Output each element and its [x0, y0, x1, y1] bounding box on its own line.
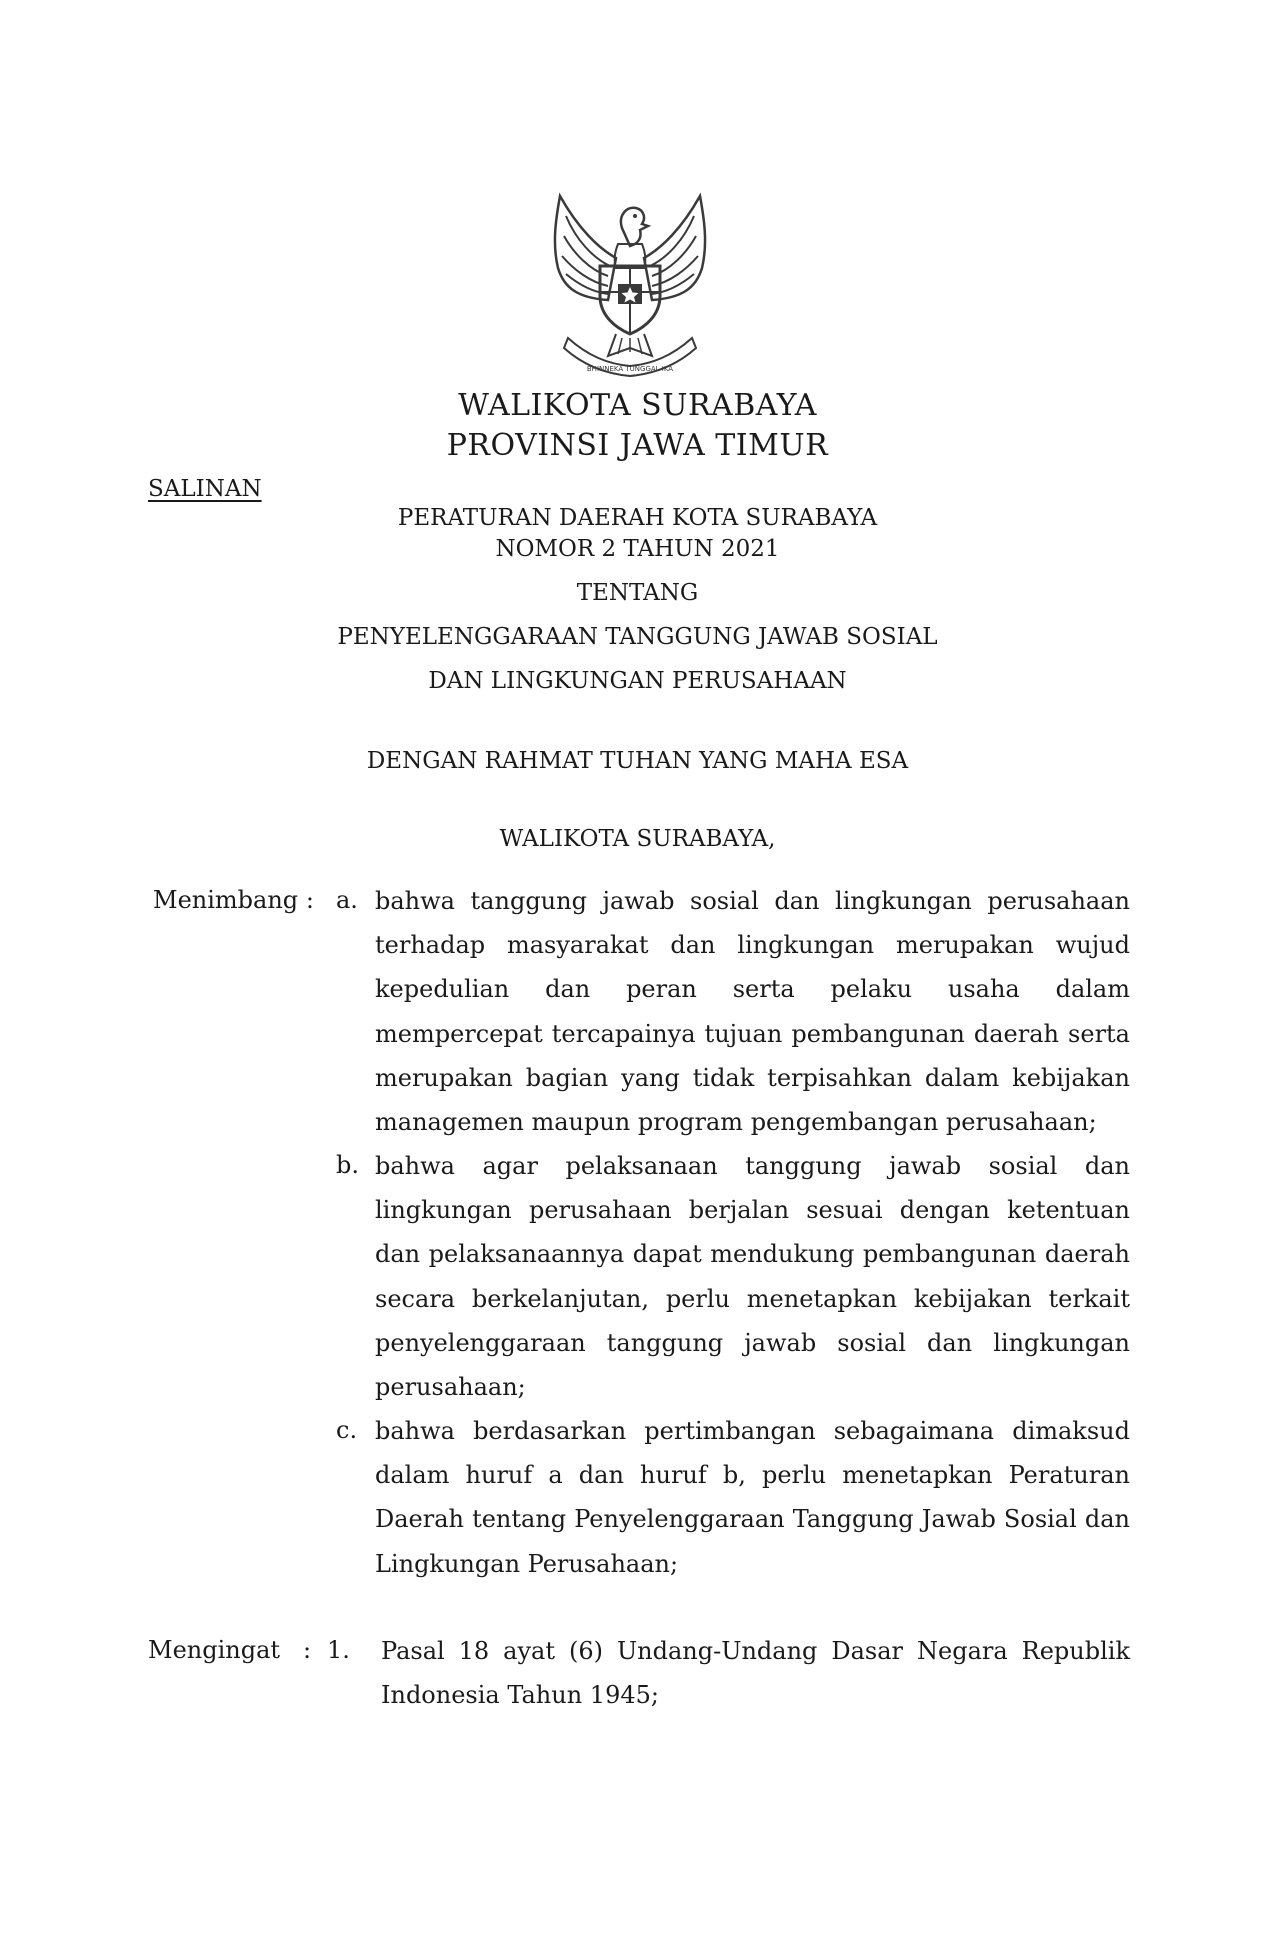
- mengingat-marker-1: 1.: [327, 1636, 350, 1664]
- mengingat-label: Mengingat :: [148, 1636, 312, 1664]
- regulation-number: NOMOR 2 TAHUN 2021: [495, 536, 780, 562]
- regulation-subject-line2: DAN LINGKUNGAN PERUSAHAAN: [428, 668, 847, 694]
- province-title: PROVINSI JAWA TIMUR: [446, 428, 829, 463]
- city-title: WALIKOTA SURABAYA: [458, 388, 817, 423]
- menimbang-marker-b: b.: [336, 1151, 359, 1179]
- regulation-subject-line1: PENYELENGGARAAN TANGGUNG JAWAB SOSIAL: [337, 624, 938, 650]
- mengingat-item-1: Pasal 18 ayat (6) Undang-Undang Dasar Negara Republik Indonesia Tahun 1945;: [381, 1637, 1130, 1710]
- preamble: DENGAN RAHMAT TUHAN YANG MAHA ESA: [366, 748, 909, 774]
- menimbang-item-b: bahwa agar pelaksanaan tanggung jawab sosial dan lingkungan perusahaan berjalan sesuai dengan ketentuan dan pelaksanaannya dapat mendukung pembangunan daerah secara berkelanjutan, perlu menetapkan kebijakan terkait penyelenggaraan tanggung jawab sosial dan lingkungan perusahaan;: [375, 1152, 1130, 1402]
- garuda-emblem-icon: [538, 188, 722, 378]
- menimbang-marker-c: c.: [336, 1416, 358, 1444]
- menimbang-item-c: bahwa berdasarkan pertimbangan sebagaimana dimaksud dalam huruf a dan huruf b, perlu menetapkan Peraturan Daerah tentang Penyelenggaraan Tanggung Jawab Sosial dan Lingkungan Perusahaan;: [375, 1417, 1130, 1578]
- menimbang-label: Menimbang :: [153, 886, 314, 914]
- regulation-title: PERATURAN DAERAH KOTA SURABAYA: [397, 505, 878, 531]
- menimbang-marker-a: a.: [336, 886, 358, 914]
- menimbang-item-a: bahwa tanggung jawab sosial dan lingkungan perusahaan terhadap masyarakat dan lingkungan merupakan wujud kepedulian dan peran serta pelaku usaha dalam mempercepat tercapainya tujuan pembangunan daerah serta merupakan bagian yang tidak terpisahkan dalam kebijakan managemen maupun program pengembangan perusahaan;: [375, 887, 1130, 1137]
- issuer: WALIKOTA SURABAYA,: [499, 826, 776, 852]
- salinan-label: SALINAN: [148, 476, 262, 502]
- emblem-motto: BHINNEKA TUNGGAL IKA: [586, 365, 674, 373]
- tentang-label: TENTANG: [576, 580, 699, 606]
